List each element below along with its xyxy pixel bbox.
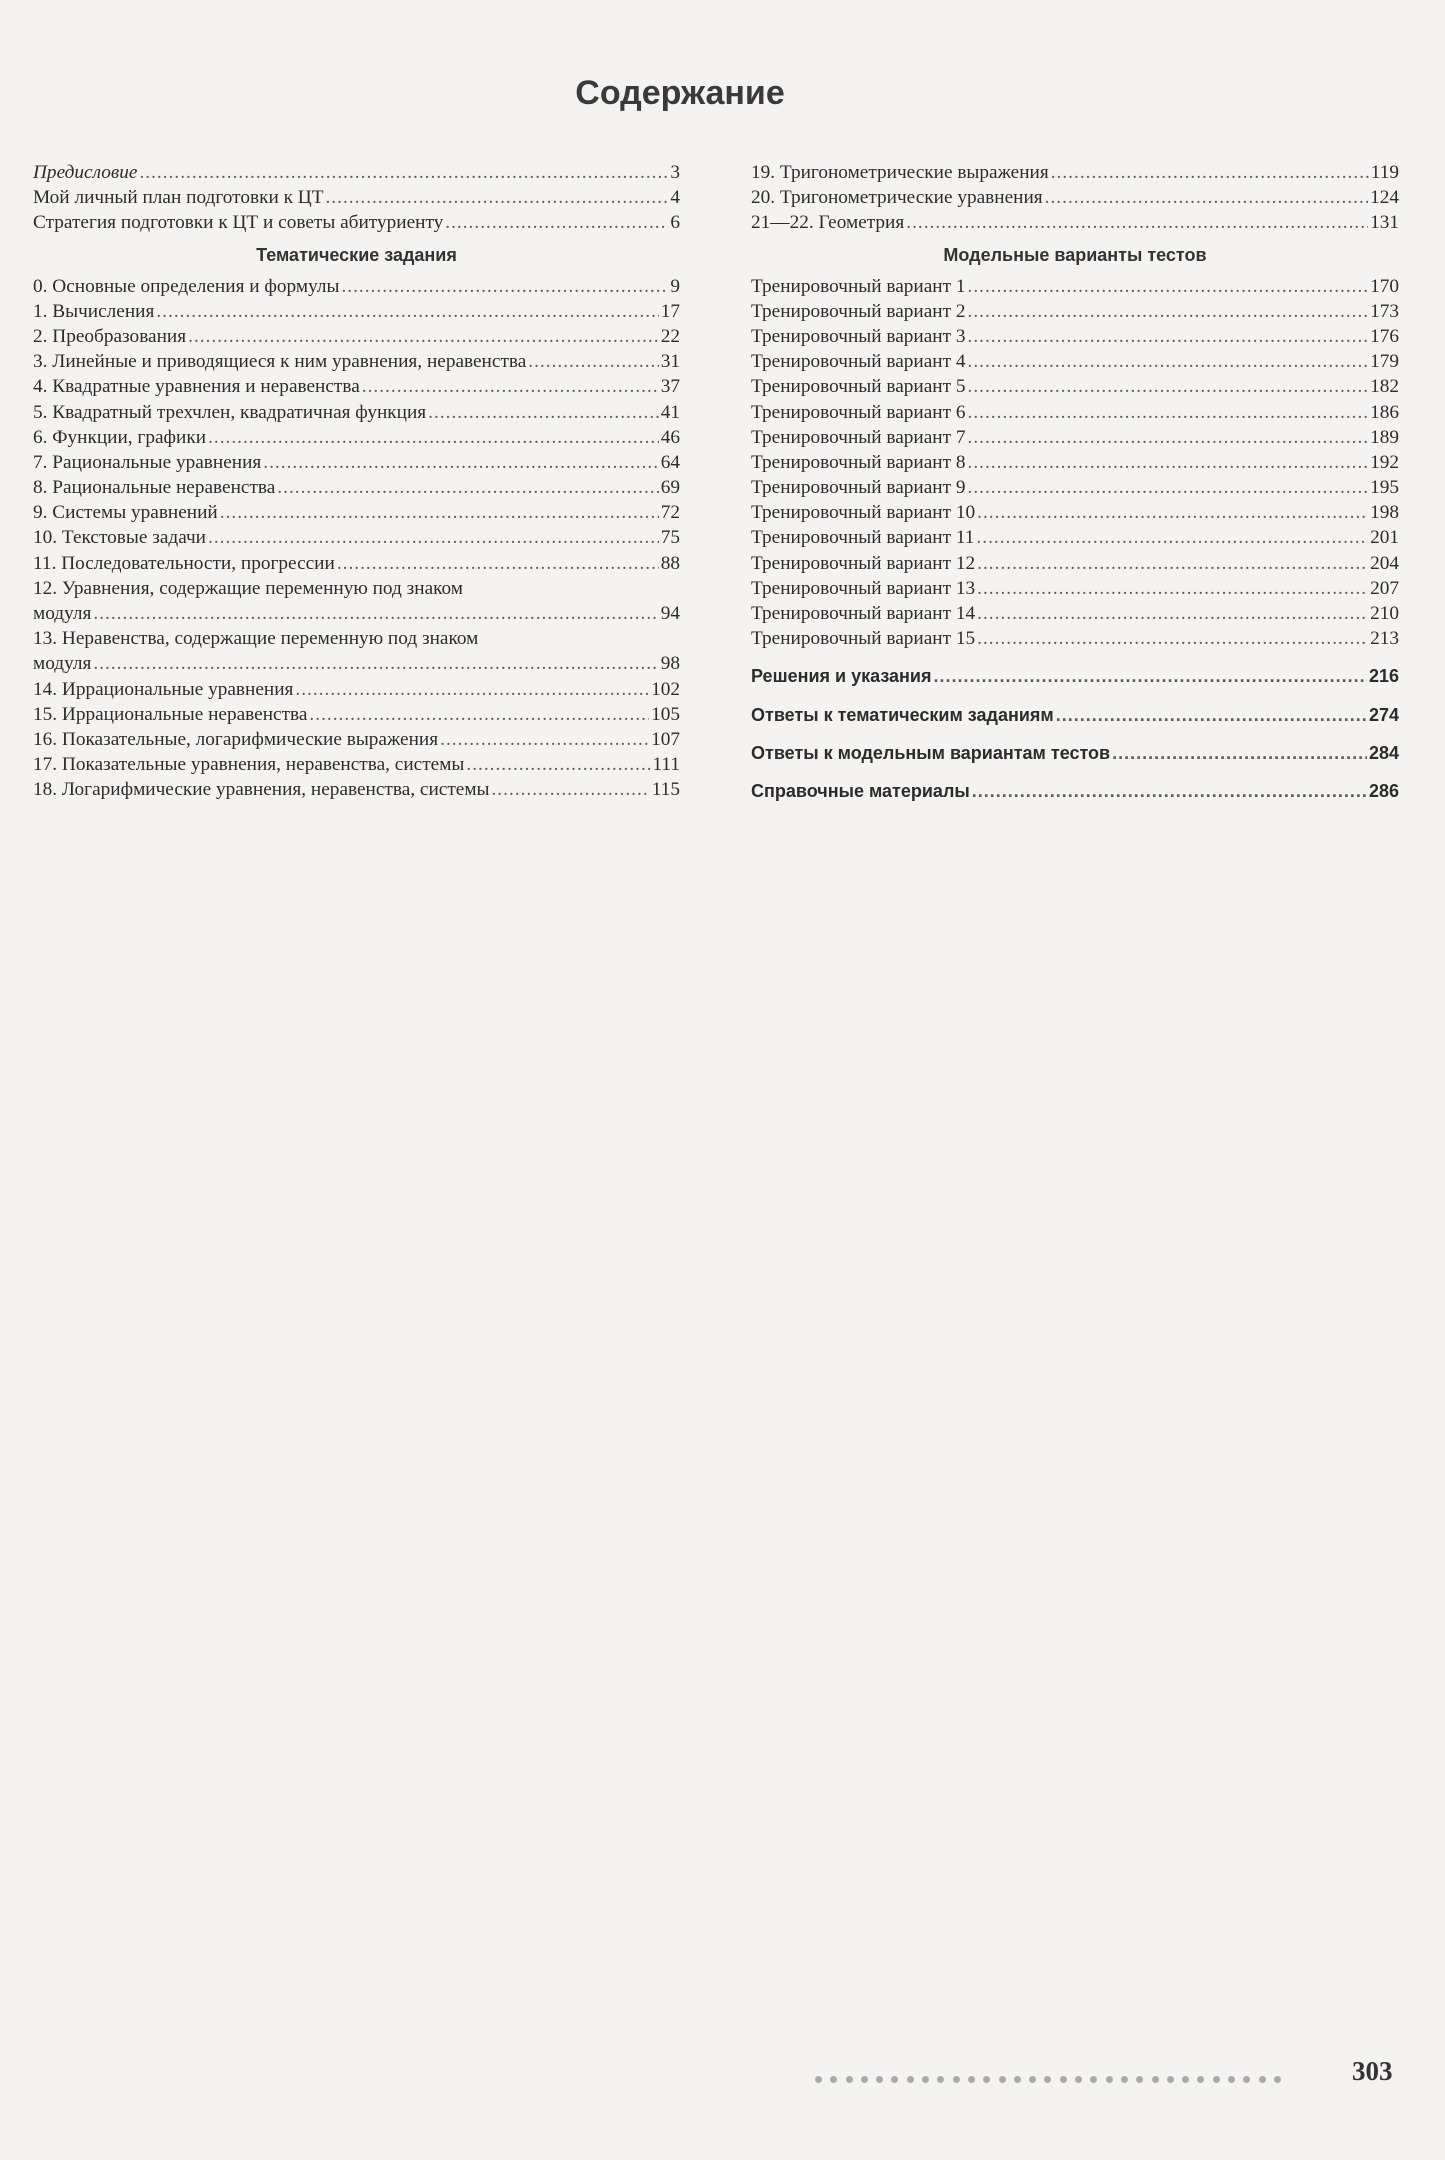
toc-entry[interactable] <box>751 299 1399 324</box>
toc-entry[interactable] <box>751 400 1399 425</box>
spacer <box>751 690 1399 703</box>
toc-entry-page: 201 <box>1370 527 1399 549</box>
toc-entry-title: 20. Тригонометрические уравнения <box>751 187 1043 209</box>
footer-dot <box>1228 2076 1235 2083</box>
toc-entry[interactable] <box>33 160 680 185</box>
dot-leader <box>208 425 659 450</box>
dot-leader <box>428 400 659 425</box>
toc-entry-page: 64 <box>660 451 680 473</box>
footer-dot <box>1197 2076 1204 2083</box>
dot-leader <box>139 160 668 185</box>
toc-entry-title: 13. Неравенства, содержащие переменную под знаком <box>33 628 479 650</box>
footer-dot <box>1243 2076 1250 2083</box>
footer-dot <box>846 2076 853 2083</box>
toc-entry-page: 182 <box>1370 376 1399 398</box>
dot-leader <box>93 651 658 676</box>
toc-entry-page: 186 <box>1370 401 1399 423</box>
toc-entry-page: 105 <box>651 703 680 725</box>
toc-entry[interactable] <box>751 324 1399 349</box>
footer-dot <box>907 2076 914 2083</box>
footer-dot <box>1274 2076 1281 2083</box>
footer-dot <box>1029 2076 1036 2083</box>
toc-entry-page: 107 <box>651 728 680 750</box>
toc-entry-title: Мой личный план подготовки к ЦТ <box>33 187 324 209</box>
toc-entry-title: 16. Показательные, логарифмические выражения <box>33 728 439 750</box>
toc-entry[interactable] <box>33 500 680 525</box>
footer-dot <box>937 2076 944 2083</box>
dot-leader <box>156 299 658 324</box>
toc-entry-title: Тренировочный вариант 8 <box>751 451 966 473</box>
dot-leader <box>295 677 649 702</box>
dot-leader <box>977 500 1368 525</box>
footer-dot <box>1152 2076 1159 2083</box>
dot-leader <box>1045 185 1368 210</box>
dot-leader <box>445 210 668 235</box>
toc-entry-title: 8. Рациональные неравенства <box>33 477 276 499</box>
toc-entry-title: 11. Последовательности, прогрессии <box>33 552 335 574</box>
toc-entry-page: 115 <box>651 779 680 801</box>
toc-entry[interactable] <box>33 777 680 802</box>
footer-dot <box>1167 2076 1174 2083</box>
dot-leader <box>968 374 1369 399</box>
footer-dot <box>999 2076 1006 2083</box>
spacer <box>751 728 1399 741</box>
toc-entry-page: 31 <box>660 351 680 373</box>
toc-entry[interactable] <box>751 349 1399 374</box>
toc-entry-page: 3 <box>670 162 680 183</box>
toc-entry-title: Тренировочный вариант 2 <box>751 300 966 322</box>
dot-leader <box>968 475 1369 500</box>
toc-right-column <box>751 160 1399 804</box>
dot-leader <box>220 500 659 525</box>
footer-dot <box>968 2076 975 2083</box>
footer-dots <box>815 2076 1281 2083</box>
toc-entry-title: 14. Иррациональные уравнения <box>33 678 294 700</box>
toc-entry[interactable] <box>33 374 680 399</box>
toc-entry[interactable] <box>33 702 680 727</box>
footer-dot <box>1106 2076 1113 2083</box>
dot-leader <box>968 400 1369 425</box>
toc-entry-page: 286 <box>1368 780 1399 801</box>
toc-entry-page: 111 <box>652 754 680 776</box>
toc-entry-title: Справочные материалы <box>751 780 970 801</box>
toc-entry-page: 69 <box>660 477 680 499</box>
toc-entry[interactable] <box>33 299 680 324</box>
toc-entry-title: Тренировочный вариант 4 <box>751 351 966 373</box>
toc-entry[interactable] <box>751 160 1399 185</box>
dot-leader <box>208 525 659 550</box>
toc-entry-title: Ответы к модельным вариантам тестов <box>751 742 1111 763</box>
section-heading: Модельные варианты тестов <box>943 244 1207 265</box>
toc-entry[interactable] <box>33 400 680 425</box>
toc-entry-page: 274 <box>1368 704 1399 725</box>
dot-leader <box>906 210 1368 235</box>
toc-entry-title: Тренировочный вариант 3 <box>751 325 966 347</box>
dot-leader <box>977 626 1368 651</box>
toc-entry-title: Ответы к тематическим заданиям <box>751 704 1054 725</box>
spacer <box>751 651 1399 664</box>
toc-entry-title: 3. Линейные и приводящиеся к ним уравнения, неравенства <box>33 351 527 373</box>
toc-entry-title: 5. Квадратный трехчлен, квадратичная функция <box>33 401 427 423</box>
dot-leader <box>337 551 659 576</box>
dot-leader <box>977 601 1368 626</box>
toc-entry-page: 176 <box>1370 325 1399 347</box>
toc-entry[interactable] <box>33 727 680 752</box>
dot-leader <box>1056 703 1367 728</box>
toc-entry[interactable] <box>751 741 1399 766</box>
toc-entry[interactable] <box>751 374 1399 399</box>
dot-leader <box>309 702 649 727</box>
toc-entry-title: 12. Уравнения, содержащие переменную под знаком <box>33 577 464 599</box>
toc-entry-page: 41 <box>660 401 680 423</box>
toc-entry-title: Тренировочный вариант 6 <box>751 401 966 423</box>
toc-entry[interactable] <box>33 425 680 450</box>
toc-entry-page: 88 <box>660 552 680 574</box>
toc-entry-title-continued: модуля <box>33 603 92 624</box>
toc-entry-title: 1. Вычисления <box>33 300 155 322</box>
toc-entry-page: 9 <box>670 275 680 297</box>
toc-entry[interactable] <box>751 185 1399 210</box>
footer-dot <box>953 2076 960 2083</box>
dot-leader <box>1051 160 1369 185</box>
toc-entry-page: 189 <box>1370 426 1399 448</box>
toc-entry-title: Тренировочный вариант 12 <box>751 552 976 574</box>
dot-leader <box>968 349 1369 374</box>
toc-entry-title: Решения и указания <box>751 666 932 687</box>
toc-entry-page: 98 <box>660 653 680 675</box>
toc-entry-title: Тренировочный вариант 13 <box>751 577 976 599</box>
dot-leader <box>528 349 658 374</box>
toc-entry[interactable] <box>33 210 680 235</box>
toc-entry-title: 18. Логарифмические уравнения, неравенства, системы <box>33 779 490 801</box>
dot-leader <box>188 324 659 349</box>
section-heading: Тематические задания <box>256 244 457 265</box>
toc-entry-page: 94 <box>660 603 680 624</box>
dot-leader <box>325 185 668 210</box>
page-title: Содержание <box>575 74 785 112</box>
dot-leader <box>968 425 1369 450</box>
toc-entry-page: 195 <box>1370 477 1399 499</box>
toc-entry-title: 7. Рациональные уравнения <box>33 451 262 473</box>
toc-entry-title: Тренировочный вариант 9 <box>751 477 966 499</box>
toc-entry-page: 72 <box>660 502 680 524</box>
toc-entry[interactable] <box>751 576 1399 601</box>
toc-entry[interactable] <box>33 185 680 210</box>
toc-entry[interactable] <box>33 601 680 626</box>
footer-dot <box>1075 2076 1082 2083</box>
dot-leader <box>93 601 658 626</box>
dot-leader <box>977 551 1368 576</box>
dot-leader <box>972 779 1367 804</box>
toc-entry-title: 10. Текстовые задачи <box>33 527 207 549</box>
footer-dot <box>830 2076 837 2083</box>
toc-entry-page: 6 <box>670 212 680 234</box>
dot-leader <box>968 299 1369 324</box>
footer-dot <box>1060 2076 1067 2083</box>
toc-entry-line <box>33 576 680 601</box>
toc-entry[interactable] <box>33 525 680 550</box>
toc-entry[interactable] <box>33 349 680 374</box>
dot-leader <box>1112 741 1367 766</box>
toc-entry[interactable] <box>33 450 680 475</box>
toc-entry-page: 124 <box>1370 187 1399 209</box>
toc-entry-page: 22 <box>660 325 680 347</box>
dot-leader <box>976 525 1368 550</box>
toc-entry-title: 19. Тригонометрические выражения <box>751 162 1049 183</box>
toc-entry-title: Тренировочный вариант 7 <box>751 426 966 448</box>
footer-dot <box>815 2076 822 2083</box>
toc-entry-page: 173 <box>1370 300 1399 322</box>
toc-entry-page: 119 <box>1370 162 1399 183</box>
toc-entry-page: 179 <box>1370 351 1399 373</box>
toc-entry-title: Тренировочный вариант 11 <box>751 527 975 549</box>
dot-leader <box>968 450 1369 475</box>
page-number: 303 <box>1352 2056 1393 2086</box>
toc-entry[interactable] <box>751 779 1399 804</box>
toc-entry-page: 216 <box>1368 666 1399 687</box>
toc-entry-title: 4. Квадратные уравнения и неравенства <box>33 376 360 398</box>
footer-dot <box>1182 2076 1189 2083</box>
toc-entry[interactable] <box>33 274 680 299</box>
toc-entry[interactable] <box>751 274 1399 299</box>
footer-dot <box>861 2076 868 2083</box>
footer-dot <box>1121 2076 1128 2083</box>
toc-entry-title: Предисловие <box>33 162 138 183</box>
toc-entry[interactable] <box>751 664 1399 689</box>
toc-entry-title: 15. Иррациональные неравенства <box>33 703 308 725</box>
footer-dot <box>1044 2076 1051 2083</box>
toc-entry[interactable] <box>751 500 1399 525</box>
toc-entry[interactable] <box>751 601 1399 626</box>
toc-entry[interactable] <box>33 551 680 576</box>
toc-entry-title: 2. Преобразования <box>33 325 187 347</box>
footer-dot <box>1213 2076 1220 2083</box>
toc-left-column <box>33 160 680 803</box>
toc-entry[interactable] <box>751 210 1399 235</box>
footer-dot <box>876 2076 883 2083</box>
dot-leader <box>491 777 649 802</box>
toc-entry-title: Тренировочный вариант 14 <box>751 603 976 624</box>
dot-leader <box>362 374 659 399</box>
dot-leader <box>977 576 1368 601</box>
toc-entry-line <box>33 626 680 651</box>
footer-dot <box>922 2076 929 2083</box>
dot-leader <box>968 274 1369 299</box>
toc-entry-page: 75 <box>660 527 680 549</box>
footer-dot <box>1136 2076 1143 2083</box>
footer-dot <box>1259 2076 1266 2083</box>
toc-entry-title: Стратегия подготовки к ЦТ и советы абитуриенту <box>33 212 444 234</box>
toc-entry-page: 17 <box>660 300 680 322</box>
toc-entry-page: 131 <box>1370 212 1399 234</box>
dot-leader <box>277 475 658 500</box>
dot-leader <box>263 450 658 475</box>
toc-entry[interactable] <box>33 651 680 676</box>
toc-entry-title: Тренировочный вариант 10 <box>751 502 976 524</box>
toc-entry[interactable] <box>33 324 680 349</box>
toc-entry-title: 17. Показательные уравнения, неравенства, системы <box>33 754 465 776</box>
toc-entry-page: 46 <box>660 426 680 448</box>
toc-entry-title: 21—22. Геометрия <box>751 212 905 234</box>
toc-entry-title: Тренировочный вариант 1 <box>751 275 966 297</box>
toc-entry-title: Тренировочный вариант 5 <box>751 376 966 398</box>
footer-dot <box>891 2076 898 2083</box>
toc-entry-title: 9. Системы уравнений <box>33 502 218 524</box>
footer-dot <box>983 2076 990 2083</box>
toc-entry-title-continued: модуля <box>33 653 92 675</box>
toc-entry[interactable] <box>33 677 680 702</box>
toc-entry-page: 4 <box>670 187 680 209</box>
toc-entry[interactable] <box>751 475 1399 500</box>
toc-entry-page: 210 <box>1370 603 1399 624</box>
footer-dot <box>1090 2076 1097 2083</box>
spacer <box>751 766 1399 779</box>
toc-entry-page: 102 <box>651 678 680 700</box>
dot-leader <box>466 752 650 777</box>
dot-leader <box>341 274 668 299</box>
toc-entry-page: 284 <box>1368 742 1399 763</box>
toc-entry[interactable] <box>751 626 1399 651</box>
toc-entry-page: 170 <box>1370 275 1399 297</box>
toc-entry-title: 6. Функции, графики <box>33 426 207 448</box>
toc-entry-page: 213 <box>1370 628 1399 650</box>
toc-entry[interactable] <box>751 425 1399 450</box>
toc-entry-title: Тренировочный вариант 15 <box>751 628 976 650</box>
toc-entry[interactable] <box>751 450 1399 475</box>
toc-entry-page: 37 <box>660 376 680 398</box>
toc-entry[interactable] <box>33 475 680 500</box>
toc-entry-page: 192 <box>1370 451 1399 473</box>
toc-entry-page: 198 <box>1370 502 1399 524</box>
toc-entry-title: 0. Основные определения и формулы <box>33 275 340 297</box>
toc-entry[interactable] <box>751 703 1399 728</box>
toc-entry[interactable] <box>751 551 1399 576</box>
toc-entry-page: 207 <box>1370 577 1399 599</box>
dot-leader <box>934 664 1367 689</box>
toc-entry[interactable] <box>751 525 1399 550</box>
toc-entry-page: 204 <box>1370 552 1399 574</box>
dot-leader <box>440 727 649 752</box>
footer-dot <box>1014 2076 1021 2083</box>
toc-entry[interactable] <box>33 752 680 777</box>
dot-leader <box>968 324 1369 349</box>
